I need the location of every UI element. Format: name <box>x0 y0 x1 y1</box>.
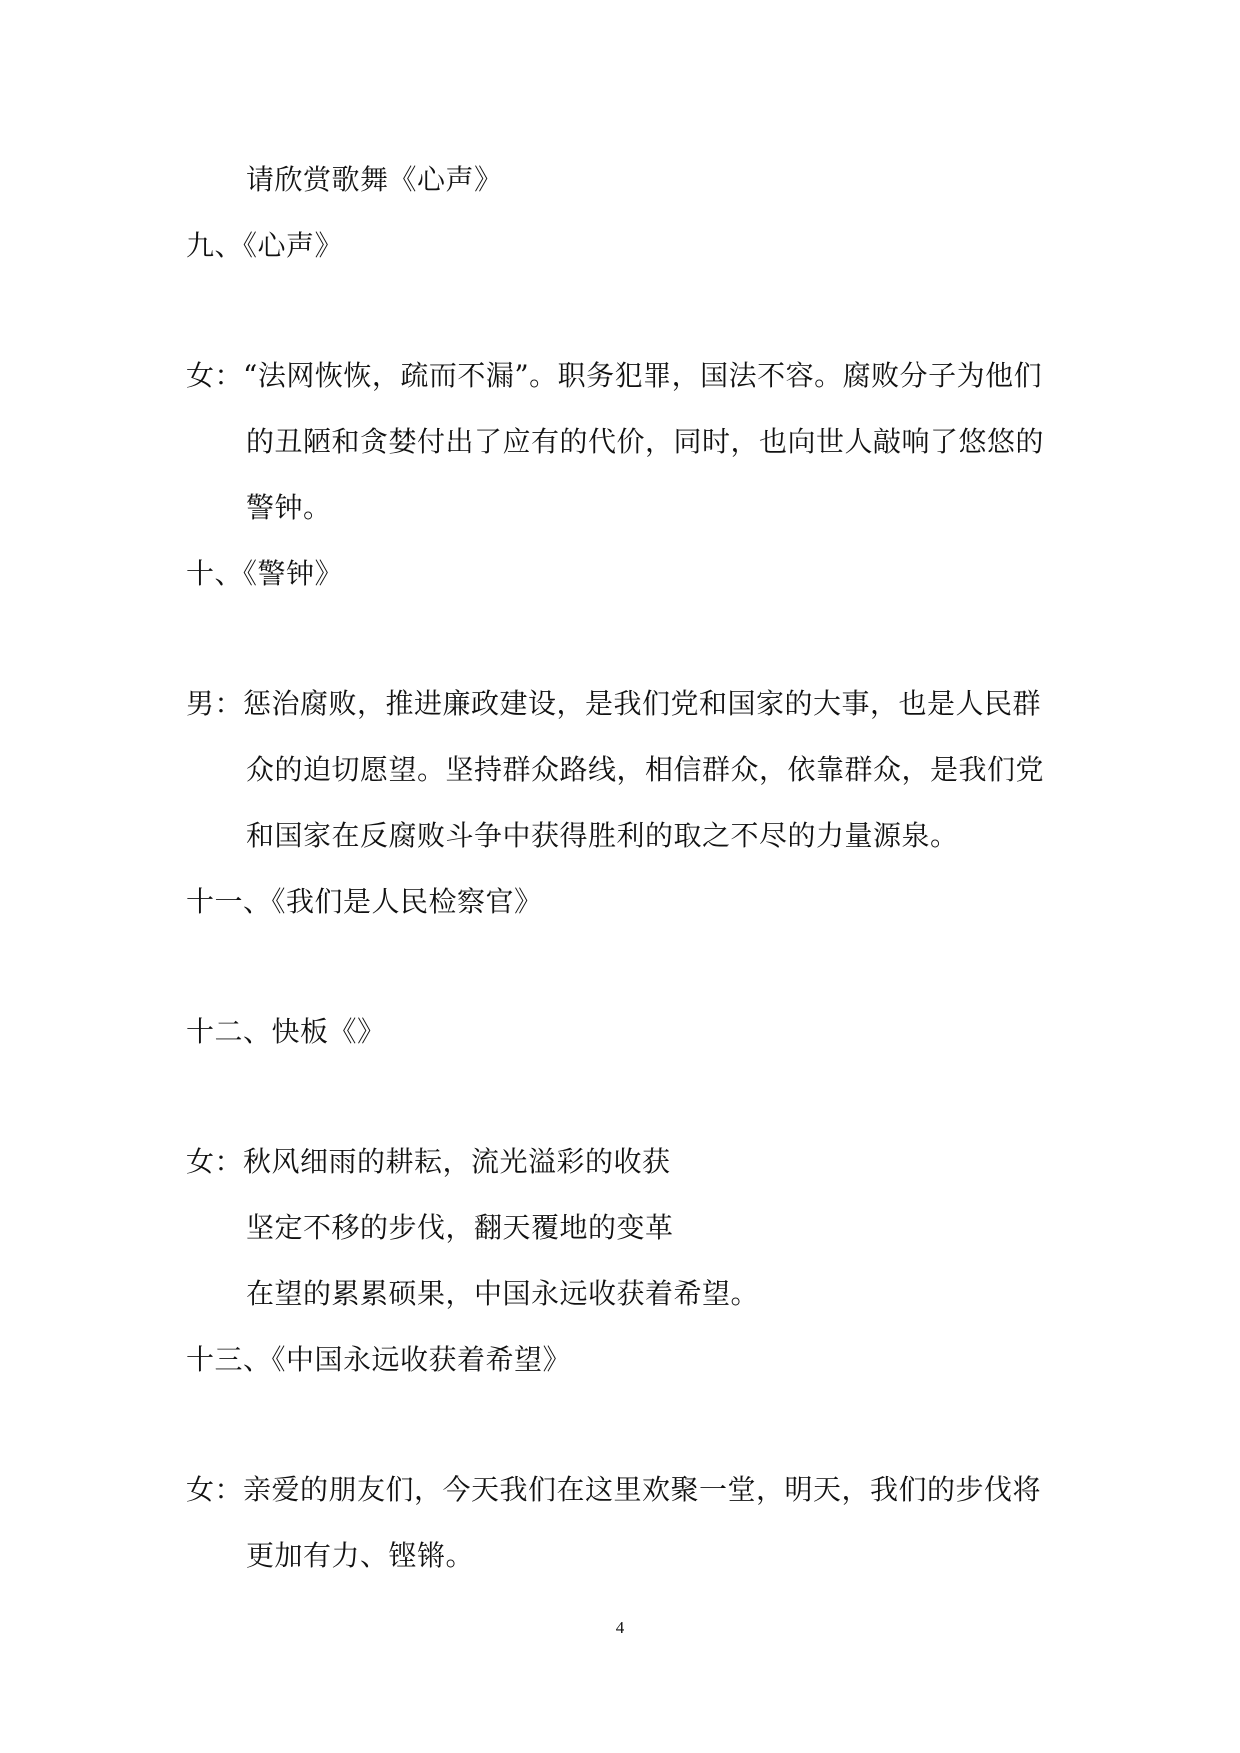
text-line: 的丑陋和贪婪付出了应有的代价，同时，也向世人敲响了悠悠的 <box>246 425 1045 458</box>
section-heading: 十、《警钟》 <box>186 557 344 590</box>
text-line: 女：亲爱的朋友们，今天我们在这里欢聚一堂，明天，我们的步伐将 <box>186 1473 1042 1506</box>
page-number: 4 <box>615 1618 625 1637</box>
text-line: 警钟。 <box>246 491 332 524</box>
section-heading: 九、《心声》 <box>186 229 344 262</box>
text-line: 更加有力、铿锵。 <box>246 1539 475 1572</box>
section-heading: 十二、快板《》 <box>186 1015 386 1048</box>
text-line: 坚定不移的步伐，翻天覆地的变革 <box>246 1211 674 1244</box>
text-line: 众的迫切愿望。坚持群众路线，相信群众，依靠群众，是我们党 <box>246 753 1045 786</box>
text-line: 请欣赏歌舞《心声》 <box>246 163 503 196</box>
text-line: 男：惩治腐败，推进廉政建设，是我们党和国家的大事，也是人民群 <box>186 687 1042 720</box>
text-line: 和国家在反腐败斗争中获得胜利的取之不尽的力量源泉。 <box>246 819 959 852</box>
section-heading: 十三、《中国永远收获着希望》 <box>186 1343 572 1376</box>
text-line: 女：“法网恢恢，疏而不漏”。职务犯罪，国法不容。腐败分子为他们 <box>186 359 1043 392</box>
text-line: 女：秋风细雨的耕耘，流光溢彩的收获 <box>186 1145 671 1178</box>
section-heading: 十一、《我们是人民检察官》 <box>186 885 543 918</box>
text-line: 在望的累累硕果，中国永远收获着希望。 <box>246 1277 760 1310</box>
